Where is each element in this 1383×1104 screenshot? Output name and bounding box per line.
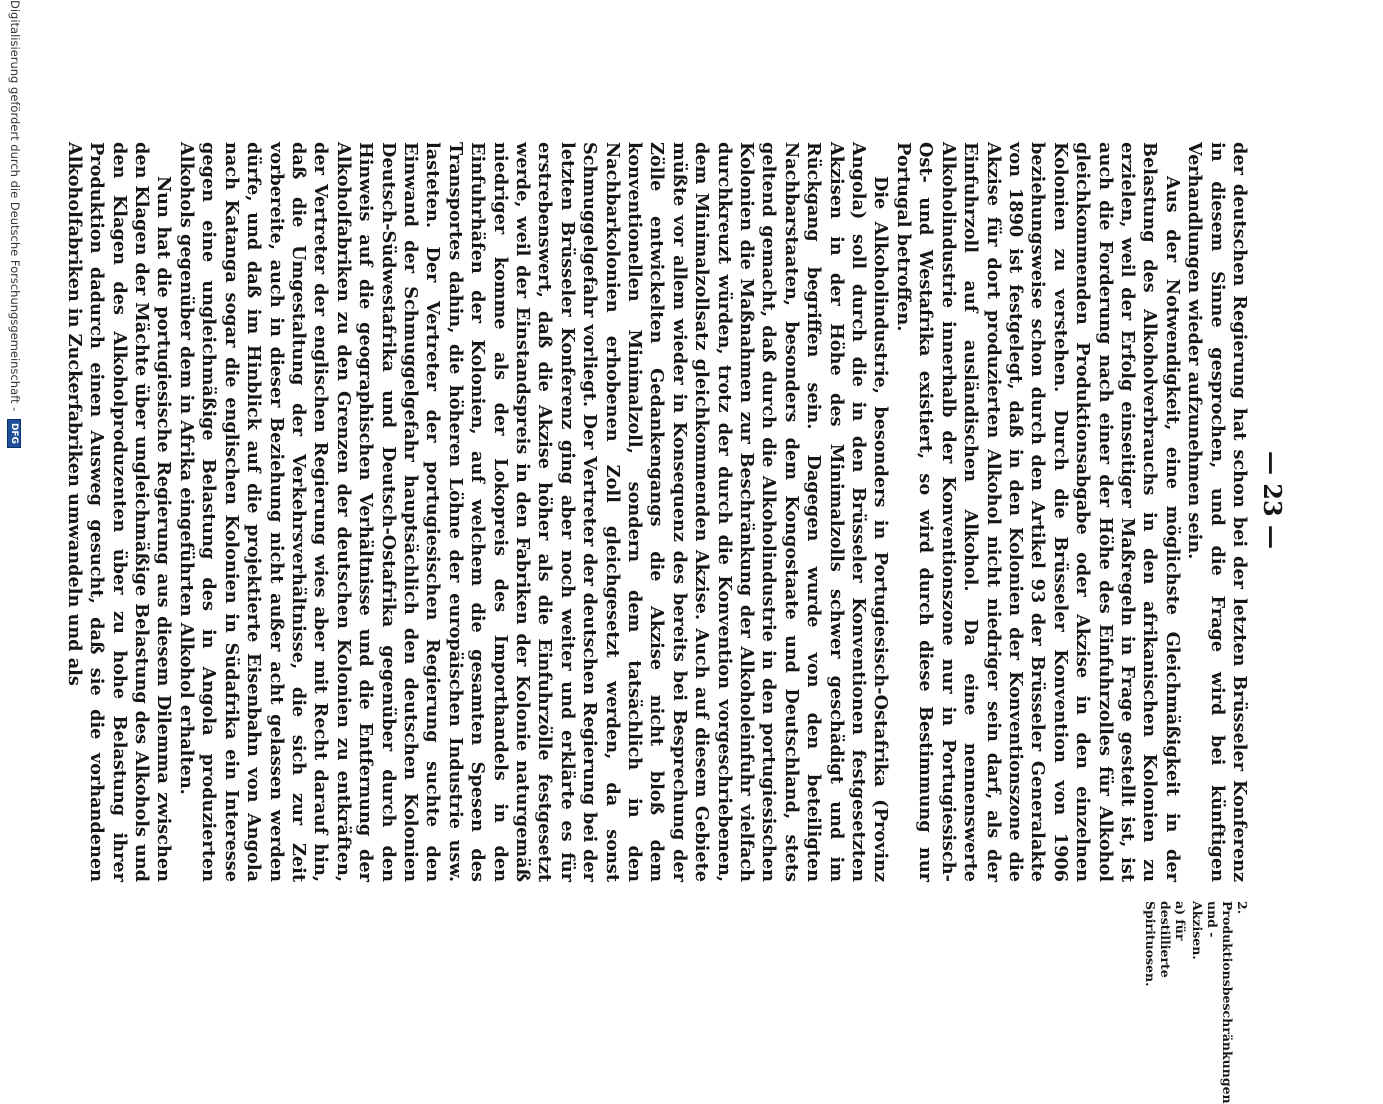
- paragraph-4: Nun hat die portugiesische Regierung aus diesem Dilemma zwischen den Klagen der Mächte über ungleichmäßige Belastung des Alkohols und den Klagen des Alkoholproduzenten über zu hohe Belastung ihrer Produktion dadurch einen Ausweg gesucht, daß sie die vorhandenen Alkoholfabriken in Zuckerfabriken umwandeln und als: [63, 142, 175, 882]
- digitization-footer: [8, 0, 23, 1000]
- paragraph-2: Aus der Notwendigkeit, eine möglichste Gleichmäßigkeit in der Belastung des Alkoholverbrauchs in den afrikanischen Kolonien zu erzielen, weil der Erfolg einseitiger Maßregeln in Frage gestellt ist, ist auch die Forderung nach einer der Höhe des Einfuhrzolles für Alkohol gleichkommenden Produktionsabgabe oder Akzise in den einzelnen Kolonien zu verstehen. Durch die Brüsseler Konvention von 1906 beziehungsweise schon durch den Artikel 93 der Brüsseler Generalakte von 1890 ist festgelegt, daß in den Kolonien der Konventionszone die Akzise für dort produzierten Alkohol nicht niedriger sein darf, als der Einfuhrzoll auf ausländischen Alkohol. Da eine nennenswerte Alkoholindustrie innerhalb der Konventionszone nur in Portugiesisch-Ost- und Westafrika existiert, so wird durch diese Bestimmung nur Portugal betroffen.: [892, 142, 1183, 882]
- paragraph-3: Die Alkoholindustrie, besonders in Portugiesisch-Ostafrika (Provinz Angola) soll durch die in den Brüsseler Konventionen festgesetzten Akzisen in der Höhe des Minimalzolls schwer geschädigt und im Rückgang begriffen sein. Dagegen wurde von den beteiligten Nachbarstaaten, besonders dem Kongostaate und Deutschland, stets geltend gemacht, daß durch die Alkoholindustrie in den portugiesischen Kolonien die Maßnahmen zur Beschränkung der Alkoholeinfuhr vielfach durchkreuzt würden, trotz der durch die Konvention vorgeschriebenen, dem Minimalzollsatz gleichkommenden Akzise. Auch auf diesem Gebiete müßte vor allem wieder in Konsequenz des bereits bei Besprechung der Zölle entwickelten Gedankengangs die Akzise nicht bloß dem konventionellen Minimalzoll, sondern dem tatsächlich in den Nachbarkolonien erhobenen Zoll gleichgesetzt werden, da sonst Schmuggelgefahr vorliegt. Der Vertreter der deutschen Regierung bei der letzten Brüsseler Konferenz ging aber noch weiter und erklärte es für erstrebenswert, daß die Akzise höher als die Einfuhrzölle festgesetzt werde, weil der Einstandspreis in den Fabriken der Kolonie naturgemäß niedriger komme als der Lokopreis des Importhandels in den Einfuhrhäfen der Kolonien, auf welchem die gesamten Spesen des Transportes dahin, die höheren Löhne der europäischen Industrie usw. lasteten. Der Vertreter der portugiesischen Regierung suchte den Einwand der Schmuggelgefahr hauptsächlich den deutschen Kolonien Deutsch-Südwestafrika und Deutsch-Ostafrika gegenüber durch den Hinweis auf die geographischen Verhältnisse und die Entfernung der Alkoholfabriken zu den Grenzen der deutschen Kolonien zu entkräften, der Vertreter der englischen Regierung wies aber mit Recht darauf hin, daß die Umgestaltung der Verkehrsverhältnisse, die sich zur Zeit vorbereite, auch in dieser Beziehung nicht außer acht gelassen werden dürfe, und daß im Hinblick auf die projektierte Eisenbahn von Angola nach Katanga sogar die englischen Kolonien in Südafrika ein Interesse gegen eine ungleichmäßige Belastung des in Angola produzierten Alkohols gegenüber dem in Afrika eingeführten Alkohol erhalten.: [175, 142, 892, 882]
- footer-credit-text: Digitalisierung gefördert durch die Deutsche Forschungsgemeinschaft -: [8, 0, 22, 412]
- page-number-header: — 23 —: [1258, 450, 1287, 550]
- dfg-logo-icon: DFG: [8, 419, 22, 448]
- body-text: [62, 142, 1250, 882]
- margin-note-heading: 2. Produktionsbeschränkungen und -Akzisen.: [1190, 901, 1250, 1104]
- margin-note-sub: a) für destillierte Spirituosen.: [1143, 901, 1188, 987]
- paragraph-1: der deutschen Regierung hat schon bei der letzten Brüsseler Konferenz in diesem Sinne gesprochen, und die Frage wird bei künftigen Verhandlungen wieder aufzunehmen sein.: [1184, 142, 1250, 882]
- margin-note: [1143, 901, 1250, 1104]
